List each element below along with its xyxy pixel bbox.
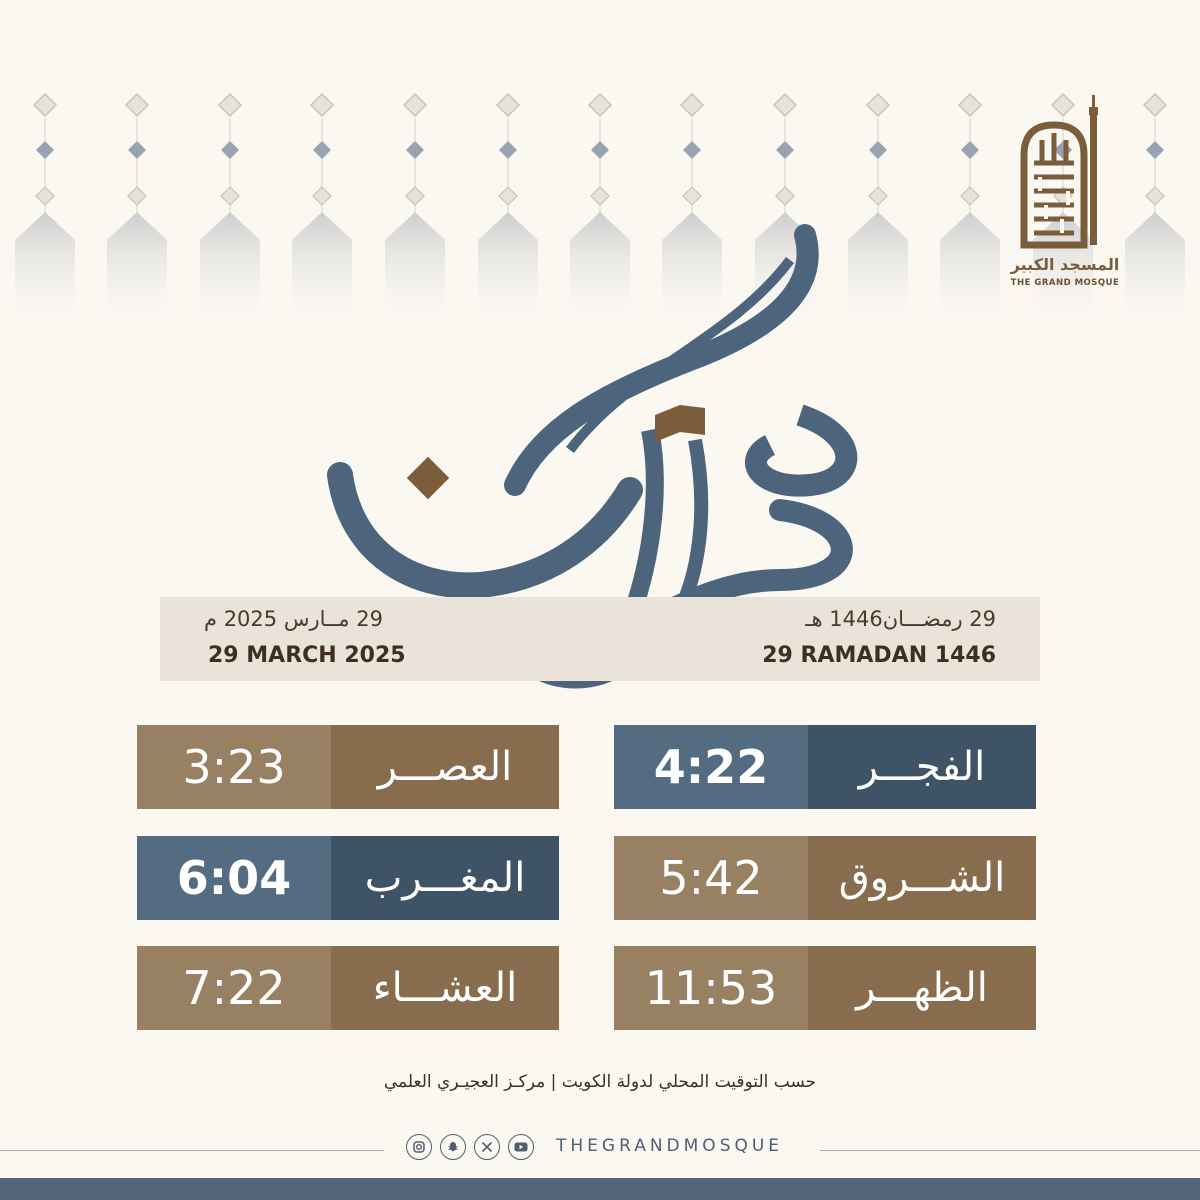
prayer-name: المغـــرب: [331, 836, 559, 920]
social-links: [388, 1134, 818, 1162]
logo-name-english: THE GRAND MOSQUE: [1010, 278, 1120, 288]
prayer-name: الفجـــر: [808, 725, 1036, 809]
prayer-sunrise: [614, 836, 1036, 920]
prayer-fajr: [614, 725, 1036, 809]
hijri-date-english: 29 RAMADAN 1446: [762, 643, 996, 668]
prayer-name: الظهـــر: [808, 946, 1036, 1030]
gregorian-date-arabic: 29 مــارس 2025 م: [204, 607, 383, 631]
prayer-time: 3:23: [137, 725, 331, 809]
lantern-column: [940, 94, 1000, 330]
prayer-isha: [137, 946, 559, 1030]
footer-divider-left: [0, 1150, 384, 1151]
logo-name-arabic: المسجد الكبير: [1010, 255, 1120, 274]
date-band: [160, 597, 1040, 681]
lantern-column: [15, 94, 75, 330]
snapchat-icon[interactable]: [440, 1134, 466, 1160]
x-icon[interactable]: [474, 1134, 500, 1160]
prayer-maghrib: [137, 836, 559, 920]
prayer-time: 4:22: [614, 725, 808, 809]
gregorian-date-english: 29 MARCH 2025: [208, 643, 406, 668]
prayer-name: الشـــروق: [808, 836, 1036, 920]
prayer-time: 6:04: [137, 836, 331, 920]
prayer-time: 11:53: [614, 946, 808, 1030]
mosque-emblem-icon: [1010, 95, 1120, 255]
bottom-bar: [0, 1178, 1200, 1200]
hijri-date-arabic: 29 رمضـــان1446 هـ: [805, 607, 996, 631]
prayer-asr: [137, 725, 559, 809]
instagram-icon[interactable]: [406, 1134, 432, 1160]
prayer-dhuhr: [614, 946, 1036, 1030]
lantern-column: [1125, 94, 1185, 330]
lantern-column: [107, 94, 167, 330]
footer-divider-right: [820, 1150, 1200, 1151]
grand-mosque-logo: [1010, 95, 1120, 300]
social-handle[interactable]: THEGRANDMOSQUE: [556, 1136, 784, 1156]
prayer-time: 5:42: [614, 836, 808, 920]
youtube-icon[interactable]: [508, 1134, 534, 1160]
timing-source-note: حسب التوقيت المحلي لدولة الكويت | مركـز العجيـري العلمي: [383, 1072, 817, 1092]
prayer-name: العشـــاء: [331, 946, 559, 1030]
prayer-time: 7:22: [137, 946, 331, 1030]
prayer-name: العصـــر: [331, 725, 559, 809]
lantern-column: [200, 94, 260, 330]
